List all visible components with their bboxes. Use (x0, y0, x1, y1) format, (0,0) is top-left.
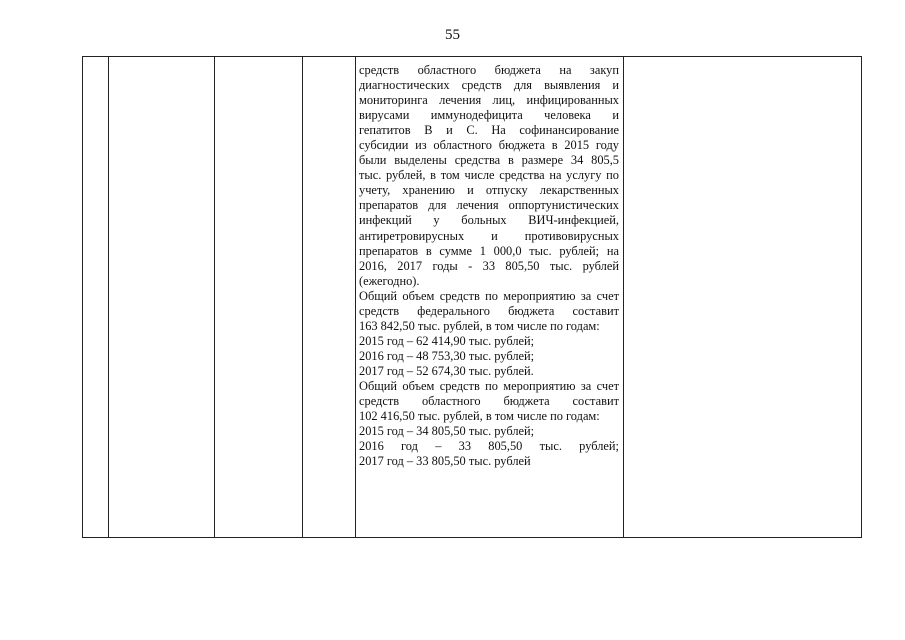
column-divider (214, 57, 215, 537)
text-line: учету, хранению и отпуску лекарственных (359, 183, 619, 198)
text-line: Общий объем средств по мероприятию за счет (359, 288, 619, 303)
text-line: средств областного бюджета на закуп (359, 63, 619, 77)
page-number: 55 (445, 27, 460, 43)
text-line: 2017 год – 33 805,50 тыс. рублей (359, 454, 531, 469)
text-line: 163 842,50 тыс. рублей, в том числе по годам: (359, 318, 600, 333)
column-divider (302, 57, 303, 537)
text-line: 2016 год – 33 805,50 тыс. рублей; (359, 439, 619, 454)
text-line: субсидии из областного бюджета в 2015 году (359, 138, 619, 153)
text-line: 2017 год – 52 674,30 тыс. рублей. (359, 363, 534, 378)
text-line: 2016 год – 48 753,30 тыс. рублей; (359, 348, 535, 363)
text-line: антиретровирусных и противовирусных (359, 228, 619, 243)
text-line: мониторинга лечения лиц, инфицированных (359, 93, 619, 108)
document-table (82, 56, 862, 538)
text-line: 2015 год – 62 414,90 тыс. рублей; (359, 333, 535, 348)
text-line: инфекций у больных ВИЧ-инфекцией, (359, 213, 619, 228)
text-line: 102 416,50 тыс. рублей, в том числе по годам: (359, 409, 600, 424)
text-line: 2016, 2017 годы - 33 805,50 тыс. рублей (359, 258, 619, 273)
text-line: (ежегодно). (359, 273, 420, 288)
column-divider (623, 57, 624, 537)
table-cell-text (359, 63, 619, 469)
text-line: вирусами иммунодефицита человека и (359, 108, 619, 123)
text-line: 2015 год – 34 805,50 тыс. рублей; (359, 424, 535, 439)
text-line: были выделены средства в размере 34 805,5 (359, 153, 619, 168)
text-line: диагностических средств для выявления и (359, 78, 619, 93)
text-line: гепатитов В и С. На софинансирование (359, 123, 619, 138)
text-line: Общий объем средств по мероприятию за счет (359, 378, 619, 393)
column-divider (355, 57, 356, 537)
text-line: средств федерального бюджета составит (359, 303, 619, 318)
text-line: препаратов в сумме 1 000,0 тыс. рублей; на (359, 243, 619, 258)
text-line: препаратов для лечения оппортунистических (359, 198, 619, 213)
text-line: тыс. рублей, в том числе средства на услугу по (359, 168, 619, 183)
text-line: средств областного бюджета составит (359, 394, 619, 409)
column-divider (108, 57, 109, 537)
